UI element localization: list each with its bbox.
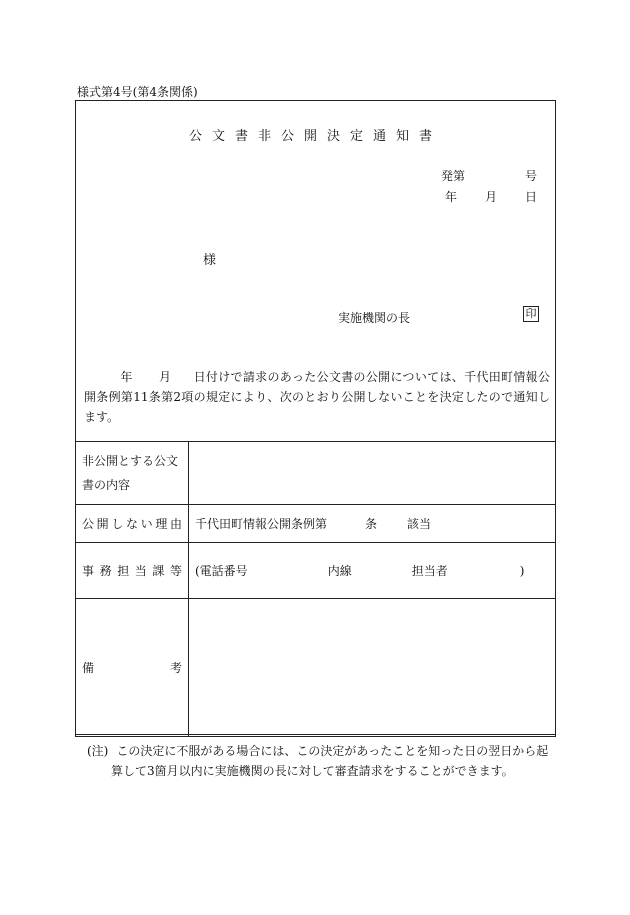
reason-label: 公開しない理由	[76, 505, 189, 543]
reason-prefix: 千代田町情報公開条例第	[195, 517, 328, 531]
ref-year: 年	[444, 190, 457, 204]
reason-gaitou: 該当	[407, 517, 432, 531]
content-value	[189, 442, 556, 505]
body-text: 日付けで請求のあった公文書の公開については、千代田町情報公開条例第11条第2項の規定により、次のとおり公開しないことを決定したので通知します。	[84, 370, 550, 424]
details-table	[75, 441, 556, 737]
remarks-value	[189, 599, 556, 737]
office-label: 事務担当課等	[76, 543, 189, 599]
note-line-1: (注) この決定に不服がある場合には、この決定があったことを知った日の翌日から起	[87, 744, 549, 758]
person-label: 担当者	[411, 564, 448, 578]
ref-day: 日	[524, 190, 537, 204]
body-year: 年	[120, 370, 133, 384]
ref-gou: 号	[524, 169, 537, 183]
table-row-remarks	[76, 599, 556, 737]
content-label: 非公開とする公文書の内容	[76, 442, 189, 505]
extension-label: 内線	[327, 564, 352, 578]
note-marker: (注)	[87, 744, 109, 758]
notice-body	[84, 367, 550, 427]
table-row-office	[76, 543, 556, 599]
document-title: 公文書非公開決定通知書	[188, 129, 442, 144]
notice-frame	[75, 100, 556, 735]
reason-value	[189, 505, 556, 543]
seal-mark: 印	[523, 306, 539, 322]
head-of-agency: 実施機関の長	[338, 311, 411, 325]
phone-close: )	[519, 564, 525, 578]
note-line-2: 算して3箇月以内に実施機関の長に対して審査請求をすることができます。	[111, 764, 514, 778]
office-value	[189, 543, 556, 599]
reference-number	[441, 167, 537, 184]
phone-open: (電話番号	[195, 564, 248, 578]
issue-date	[445, 188, 537, 205]
reason-jou: 条	[365, 517, 378, 531]
body-month: 月	[158, 370, 172, 384]
remarks-label: 備考	[76, 599, 189, 737]
ref-hatsu: 発第	[440, 169, 465, 183]
table-row-reason	[76, 505, 556, 543]
table-row-content	[76, 442, 556, 505]
notes	[87, 741, 557, 781]
recipient-suffix: 様	[203, 253, 217, 268]
ref-month: 月	[484, 190, 497, 204]
form-number-label: 様式第4号(第4条関係)	[77, 85, 198, 99]
